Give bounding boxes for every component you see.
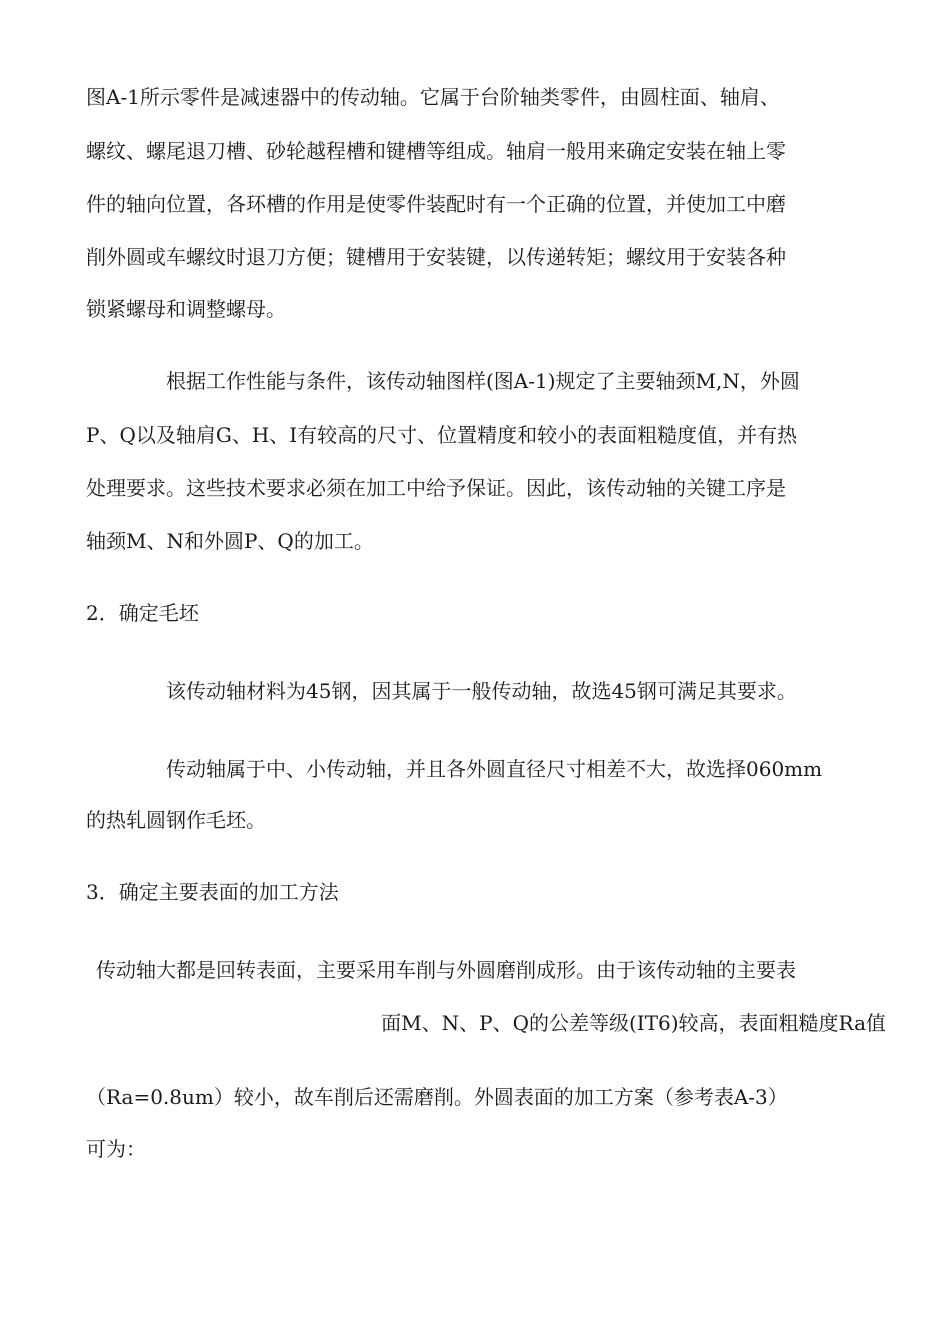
paragraph-1-line-2: 螺纹、螺尾退刀槽、砂轮越程槽和键槽等组成。轴肩一般用来确定安装在轴上零 xyxy=(86,139,786,163)
paragraph-1-line-3: 件的轴向位置，各环槽的作用是使零件装配时有一个正确的位置，并使加工中磨 xyxy=(86,192,786,216)
section-heading-2: 2．确定毛坯 xyxy=(86,601,199,625)
paragraph-6-line-1: （Ra=0.8um）较小，故车削后还需磨削。外圆表面的加工方案（参考表A-3） xyxy=(86,1085,788,1109)
paragraph-6-line-2: 可为： xyxy=(86,1137,146,1161)
paragraph-2-line-3: 处理要求。这些技术要求必须在加工中给予保证。因此，该传动轴的关键工序是 xyxy=(86,476,786,500)
section-heading-3: 3．确定主要表面的加工方法 xyxy=(86,880,339,904)
paragraph-2-line-4: 轴颈M、N和外圆P、Q的加工。 xyxy=(86,529,374,553)
paragraph-2-line-1: 根据工作性能与条件，该传动轴图样(图A-1)规定了主要轴颈M,N，外圆 xyxy=(166,369,800,393)
paragraph-3-line-1: 该传动轴材料为45钢，因其属于一般传动轴，故选45钢可满足其要求。 xyxy=(166,679,797,703)
paragraph-4-line-1: 传动轴属于中、小传动轴，并且各外圆直径尺寸相差不大，故选择060mm xyxy=(166,757,823,781)
paragraph-5-line-1: 传动轴大都是回转表面，主要采用车削与外圆磨削成形。由于该传动轴的主要表 xyxy=(96,958,796,982)
paragraph-5-line-2: 面M、N、P、Q的公差等级(IT6)较高，表面粗糙度Ra值 xyxy=(381,1011,886,1035)
paragraph-1-line-4: 削外圆或车螺纹时退刀方便；键槽用于安装键，以传递转矩；螺纹用于安装各种 xyxy=(86,245,786,269)
paragraph-1-line-5: 锁紧螺母和调整螺母。 xyxy=(86,297,286,321)
paragraph-4-line-2: 的热轧圆钢作毛坯。 xyxy=(86,808,266,832)
paragraph-1-line-1: 图A-1所示零件是减速器中的传动轴。它属于台阶轴类零件，由圆柱面、轴肩、 xyxy=(86,85,780,109)
paragraph-2-line-2: P、Q以及轴肩G、H、I有较高的尺寸、位置精度和较小的表面粗糙度值，并有热 xyxy=(86,423,798,447)
